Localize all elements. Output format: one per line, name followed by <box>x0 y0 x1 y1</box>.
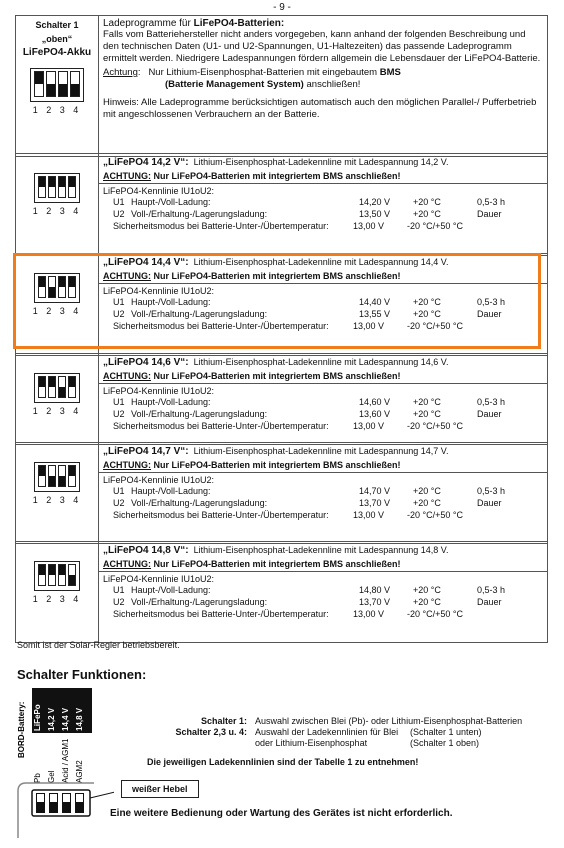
fig-bottom-3: Acid / AGM1 <box>61 738 70 783</box>
program-switch-cell <box>16 443 99 544</box>
safety-mode-row: Sicherheitsmodus bei Batterie-Unter-/Übertemperatur: 13,00 V -20 °C/+50 °C <box>113 421 463 431</box>
program-row-2 <box>15 253 548 356</box>
program-switch-cell <box>16 154 99 256</box>
fig-top-3: 14,4 V <box>61 707 70 731</box>
program-text-cell <box>99 443 548 544</box>
program-text-cell <box>99 542 548 643</box>
fig-top-4: 14,8 V <box>75 707 84 731</box>
program-text-cell <box>99 254 548 356</box>
hint-note: Hinweis: Alle Ladeprogramme berücksichtigen automatisch auch den möglichen Parallel-/ Pufferbetrieb mit angeschlossenen Verbrauchern an der Batterie. <box>103 97 537 120</box>
program-title: „LiFePO4 14,4 V“: Lithium-Eisenphosphat-Ladekennline mit Ladespannung 14,4 V. <box>103 257 449 268</box>
u2-row: U2 Voll-/Erhaltung-/Lagerungsladung: 13,70 V +20 °C Dauer <box>113 597 502 607</box>
dip-switch-icon <box>34 273 80 303</box>
u2-row: U2 Voll-/Erhaltung-/Lagerungsladung: 13,70 V +20 °C Dauer <box>113 498 502 508</box>
safety-mode-row: Sicherheitsmodus bei Batterie-Unter-/Übertemperatur: 13,00 V -20 °C/+50 °C <box>113 609 463 619</box>
sf-row1-label: Schalter 1: <box>200 716 247 726</box>
fig-top-1: LiFePo <box>33 704 42 731</box>
switch-numbers: 1 2 3 4 <box>32 306 82 316</box>
u2-row: U2 Voll-/Erhaltung-/Lagerungsladung: 13,55 V +20 °C Dauer <box>113 309 502 319</box>
battery-type: LiFePO4-Akku <box>22 47 92 58</box>
program-text-cell <box>99 154 548 256</box>
sf-row3-text: oder Lithium-Eisenphosphat <box>255 738 368 748</box>
attention-note: Achtung: Nur Lithium-Eisenphosphat-Batterien mit eingebautem BMS (Batterie Management System) anschließen! <box>103 67 401 90</box>
program-switch-cell <box>16 254 99 356</box>
u2-row: U2 Voll-/Erhaltung-/Lagerungsladung: 13,60 V +20 °C Dauer <box>113 409 502 419</box>
safety-mode-row: Sicherheitsmodus bei Batterie-Unter-/Übertemperatur: 13,00 V -20 °C/+50 °C <box>113 510 463 520</box>
no-maintenance-note: Eine weitere Bedienung oder Wartung des Gerätes ist nicht erforderlich. <box>110 808 453 819</box>
dip-switch-icon <box>34 173 80 203</box>
switch-position: „oben“ <box>41 34 73 44</box>
program-warning: ACHTUNG: Nur LiFePO4-Batterien mit integriertem BMS anschließen! <box>99 460 547 473</box>
u2-row: U2 Voll-/Erhaltung-/Lagerungsladung: 13,50 V +20 °C Dauer <box>113 209 502 219</box>
dip-switch-icon <box>30 68 84 102</box>
switch-numbers: 1 2 3 4 <box>32 594 82 604</box>
kennlinie-label: LiFePO4-Kennlinie IU1oU2: <box>103 475 215 485</box>
program-row-4 <box>15 442 548 544</box>
switch-numbers: 1 2 3 4 <box>32 105 82 115</box>
sf-row1-text: Auswahl zwischen Blei (Pb)- oder Lithium-Eisenphosphat-Batterien <box>255 716 523 726</box>
u1-row: U1 Haupt-/Voll-Ladung: 14,70 V +20 °C 0,5-3 h <box>113 486 506 496</box>
intro-switch-cell <box>16 16 99 157</box>
program-row-1 <box>15 153 548 256</box>
program-title: „LiFePO4 14,2 V“: Lithium-Eisenphosphat-Ladekennline mit Ladespannung 14,2 V. <box>103 157 449 168</box>
safety-mode-row: Sicherheitsmodus bei Batterie-Unter-/Übertemperatur: 13,00 V -20 °C/+50 °C <box>113 321 463 331</box>
fig-label: BORD-Battery: <box>17 701 26 758</box>
fig-bottom-1: Pb <box>33 773 42 783</box>
switch-numbers: 1 2 3 4 <box>32 495 82 505</box>
switch-functions-rows <box>147 716 522 749</box>
fig-top-2: 14,2 V <box>47 707 56 731</box>
u1-row: U1 Haupt-/Voll-Ladung: 14,40 V +20 °C 0,5-3 h <box>113 297 506 307</box>
table-reference-note: Die jeweiligen Ladekennlinien sind der Tabelle 1 zu entnehmen! <box>147 757 419 767</box>
intro-title: Ladeprogramme für LiFePO4-Batterien: <box>103 18 285 29</box>
program-warning: ACHTUNG: Nur LiFePO4-Batterien mit integriertem BMS anschließen! <box>99 559 547 572</box>
sf-row2-text: Auswahl der Ladekennlinien für Blei <box>255 727 399 737</box>
u1-row: U1 Haupt-/Voll-Ladung: 14,80 V +20 °C 0,5-3 h <box>113 585 506 595</box>
program-warning: ACHTUNG: Nur LiFePO4-Batterien mit integriertem BMS anschließen! <box>99 371 547 384</box>
sf-row2-label: Schalter 2,3 u. 4: <box>175 727 247 737</box>
program-row-5 <box>15 541 548 643</box>
kennlinie-label: LiFePO4-Kennlinie IU1oU2: <box>103 186 215 196</box>
switch-numbers: 1 2 3 4 <box>32 206 82 216</box>
intro-row <box>16 16 548 157</box>
ready-note: Somit ist der Solar-Regler betriebsbereit. <box>17 640 180 650</box>
program-title: „LiFePO4 14,6 V“: Lithium-Eisenphosphat-Ladekennline mit Ladespannung 14,6 V. <box>103 357 449 368</box>
kennlinie-label: LiFePO4-Kennlinie IU1oU2: <box>103 286 215 296</box>
kennlinie-label: LiFePO4-Kennlinie IU1oU2: <box>103 386 215 396</box>
lever-label: weißer Hebel <box>121 780 199 798</box>
switch-numbers: 1 2 3 4 <box>32 406 82 416</box>
charging-programs-table <box>15 15 548 157</box>
dip-switch-icon <box>34 373 80 403</box>
u1-row: U1 Haupt-/Voll-Ladung: 14,60 V +20 °C 0,5-3 h <box>113 397 506 407</box>
fig-bottom-2: Gel <box>47 770 56 783</box>
intro-text-cell <box>99 16 548 157</box>
dip-switch-icon <box>34 561 80 591</box>
kennlinie-label: LiFePO4-Kennlinie IU1oU2: <box>103 574 215 584</box>
safety-mode-row: Sicherheitsmodus bei Batterie-Unter-/Übertemperatur: 13,00 V -20 °C/+50 °C <box>113 221 463 231</box>
page-number: - 9 - <box>273 2 291 13</box>
program-title: „LiFePO4 14,7 V“: Lithium-Eisenphosphat-Ladekennline mit Ladespannung 14,7 V. <box>103 446 449 457</box>
dip-switch-icon <box>34 462 80 492</box>
switch-label: Schalter 1 <box>35 20 79 30</box>
switch-diagram <box>14 683 114 843</box>
switch-functions-heading: Schalter Funktionen: <box>17 667 147 682</box>
program-warning: ACHTUNG: Nur LiFePO4-Batterien mit integriertem BMS anschließen! <box>99 171 547 184</box>
program-switch-cell <box>16 354 99 445</box>
program-switch-cell <box>16 542 99 643</box>
fig-bottom-4: AGM2 <box>75 760 84 783</box>
u1-row: U1 Haupt-/Voll-Ladung: 14,20 V +20 °C 0,5-3 h <box>113 197 506 207</box>
program-warning: ACHTUNG: Nur LiFePO4-Batterien mit integriertem BMS anschließen! <box>99 271 547 284</box>
intro-paragraph: Falls vom Batteriehersteller nicht anders vorgegeben, kann anhand der folgenden Beschreibung und den technischen Daten (U1- und U2-Spannungen, U1-Haltezeiten) das passende Ladeprogramm ermittelt werden. Niedrigere Ladespannungen fördern allgemein die Lebensdauer der LiFePO4-Batterie. <box>103 29 541 64</box>
sf-row3-note: (Schalter 1 oben) <box>410 738 480 748</box>
sf-row2-note: (Schalter 1 unten) <box>410 727 482 737</box>
program-text-cell <box>99 354 548 445</box>
program-row-3 <box>15 353 548 445</box>
program-title: „LiFePO4 14,8 V“: Lithium-Eisenphosphat-Ladekennline mit Ladespannung 14,8 V. <box>103 545 449 556</box>
